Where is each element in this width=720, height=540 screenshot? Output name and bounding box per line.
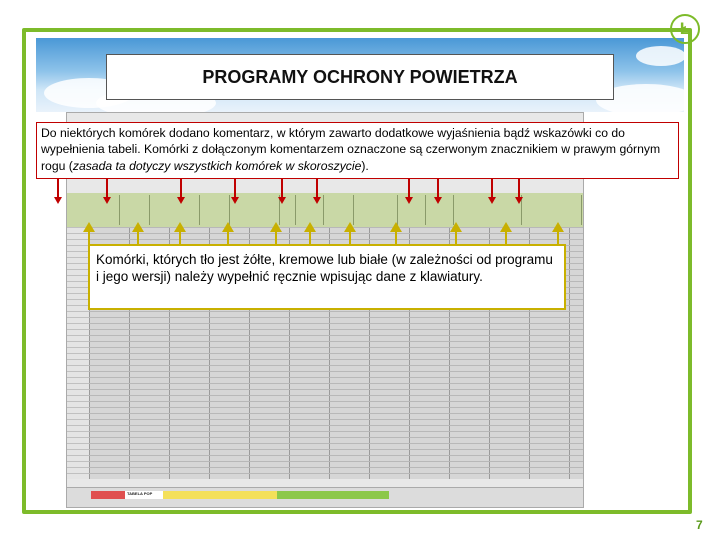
title-box: [106, 54, 614, 100]
column-header: [149, 195, 200, 225]
sheet-tab-active[interactable]: TABELA POP: [125, 491, 165, 499]
logo: [670, 14, 700, 44]
column-header: [119, 195, 150, 225]
page-number: 7: [696, 518, 703, 532]
sheet-tab[interactable]: [351, 491, 389, 499]
note-text: Do niektórych komórek dodano komentarz, w którym zawarto dodatkowe wyjaśnienia bądź wskazówki co do wypełnienia tabeli. Komórki z dołączonym komentarzem oznaczone są czerwonym znacznikiem w prawym górnym rogu (: [41, 126, 661, 173]
sheet-tab[interactable]: [309, 491, 353, 499]
note-text-end: ).: [361, 158, 369, 173]
sheet-tab[interactable]: [91, 491, 127, 499]
sheet-tab[interactable]: [225, 491, 279, 499]
page-title: PROGRAMY OCHRONY POWIETRZA: [202, 67, 518, 87]
cloud-decoration: [636, 46, 684, 66]
column-header: [353, 195, 398, 225]
column-header: [199, 195, 230, 225]
sheet-tab[interactable]: [277, 491, 311, 499]
column-header: [521, 195, 582, 225]
fill-instruction-note: Komórki, których tło jest żółte, kremowe lub białe (w zależności od programu i jego wersji) należy wypełnić ręcznie wpisując dane z klawiatury.: [88, 244, 566, 310]
logo-glyph: Ł: [679, 19, 691, 38]
sheet-tab[interactable]: [163, 491, 227, 499]
note-italic-text: zasada ta dotyczy wszystkich komórek w skoroszycie: [72, 158, 362, 173]
comment-explanation-note: [36, 122, 679, 179]
row-numbers: [67, 227, 89, 479]
column-header: [323, 195, 354, 225]
